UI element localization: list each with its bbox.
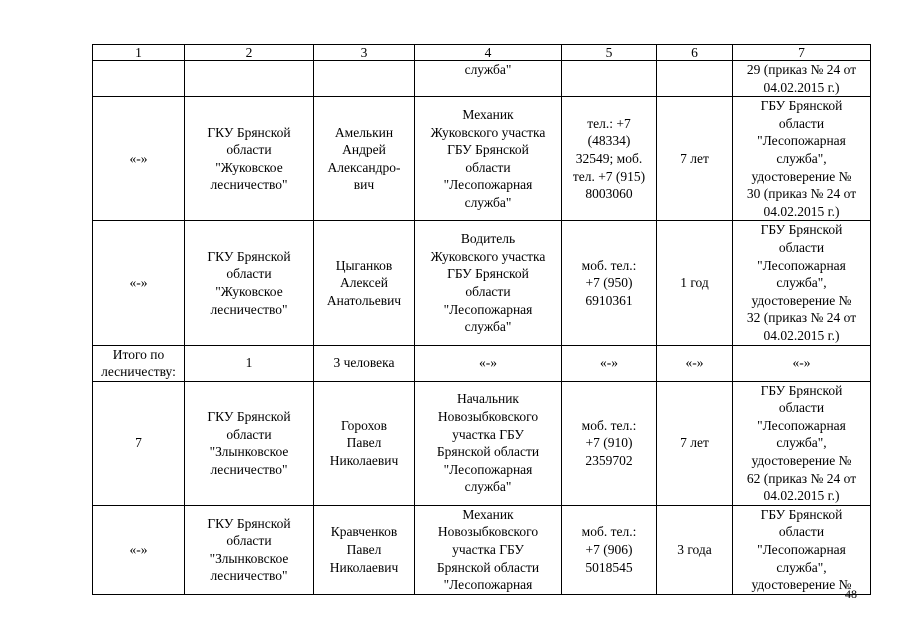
certificate-cell: ГБУ Брянской области "Лесопожарная служба", удостоверение № [733,505,871,594]
subtotal-cell: «-» [657,345,733,381]
position-cell: Механик Новозыбковского участка ГБУ Брянской области "Лесопожарная [415,505,562,594]
person-name-cell: Цыганков Алексей Анатольевич [314,221,415,345]
forestry-cell [185,61,314,97]
subtotal-cell: «-» [733,345,871,381]
column-number: 2 [185,45,314,61]
certificate-cell: 29 (приказ № 24 от 04.02.2015 г.) [733,61,871,97]
staff-table [92,44,871,595]
page-number: 48 [845,587,857,601]
person-name-cell: Горохов Павел Николаевич [314,381,415,505]
forestry-cell: ГКУ Брянской области "Жуковское лесничество" [185,221,314,345]
certificate-cell: ГБУ Брянской области "Лесопожарная служба", удостоверение № 62 (приказ № 24 от 04.02.2015 г.) [733,381,871,505]
contact-cell: моб. тел.: +7 (950) 6910361 [562,221,657,345]
contact-cell: тел.: +7 (48334) 32549; моб. тел. +7 (915) 8003060 [562,97,657,221]
row-number-cell: «-» [93,221,185,345]
table-row [93,97,871,221]
subtotal-forestry-count: 1 [185,345,314,381]
experience-cell: 7 лет [657,97,733,221]
row-number-cell [93,61,185,97]
column-number: 6 [657,45,733,61]
experience-cell: 3 года [657,505,733,594]
person-name-cell [314,61,415,97]
position-cell: Водитель Жуковского участка ГБУ Брянской области "Лесопожарная служба" [415,221,562,345]
certificate-cell: ГБУ Брянской области "Лесопожарная служба", удостоверение № 32 (приказ № 24 от 04.02.2015 г.) [733,221,871,345]
certificate-cell: ГБУ Брянской области "Лесопожарная служба", удостоверение № 30 (приказ № 24 от 04.02.2015 г.) [733,97,871,221]
column-number: 4 [415,45,562,61]
position-cell: Механик Жуковского участка ГБУ Брянской области "Лесопожарная служба" [415,97,562,221]
person-name-cell: Амелькин Андрей Александро- вич [314,97,415,221]
subtotal-person-count: 3 человека [314,345,415,381]
table-row [93,381,871,505]
position-cell: Начальник Новозыбковского участка ГБУ Брянской области "Лесопожарная служба" [415,381,562,505]
column-number: 3 [314,45,415,61]
table-row [93,61,871,97]
table-row [93,505,871,594]
person-name-cell: Кравченков Павел Николаевич [314,505,415,594]
table-row [93,221,871,345]
subtotal-label-cell: Итого по лесничеству: [93,345,185,381]
position-cell: служба" [415,61,562,97]
contact-cell: моб. тел.: +7 (910) 2359702 [562,381,657,505]
subtotal-row [93,345,871,381]
experience-cell: 7 лет [657,381,733,505]
experience-cell: 1 год [657,221,733,345]
forestry-cell: ГКУ Брянской области "Злынковское лесничество" [185,381,314,505]
row-number-cell: «-» [93,97,185,221]
subtotal-cell: «-» [415,345,562,381]
column-number: 1 [93,45,185,61]
contact-cell [562,61,657,97]
experience-cell [657,61,733,97]
subtotal-cell: «-» [562,345,657,381]
forestry-cell: ГКУ Брянской области "Злынковское лесничество" [185,505,314,594]
column-number: 5 [562,45,657,61]
forestry-cell: ГКУ Брянской области "Жуковское лесничество" [185,97,314,221]
contact-cell: моб. тел.: +7 (906) 5018545 [562,505,657,594]
row-number-cell: «-» [93,505,185,594]
column-number: 7 [733,45,871,61]
row-number-cell: 7 [93,381,185,505]
column-number-row [93,45,871,61]
